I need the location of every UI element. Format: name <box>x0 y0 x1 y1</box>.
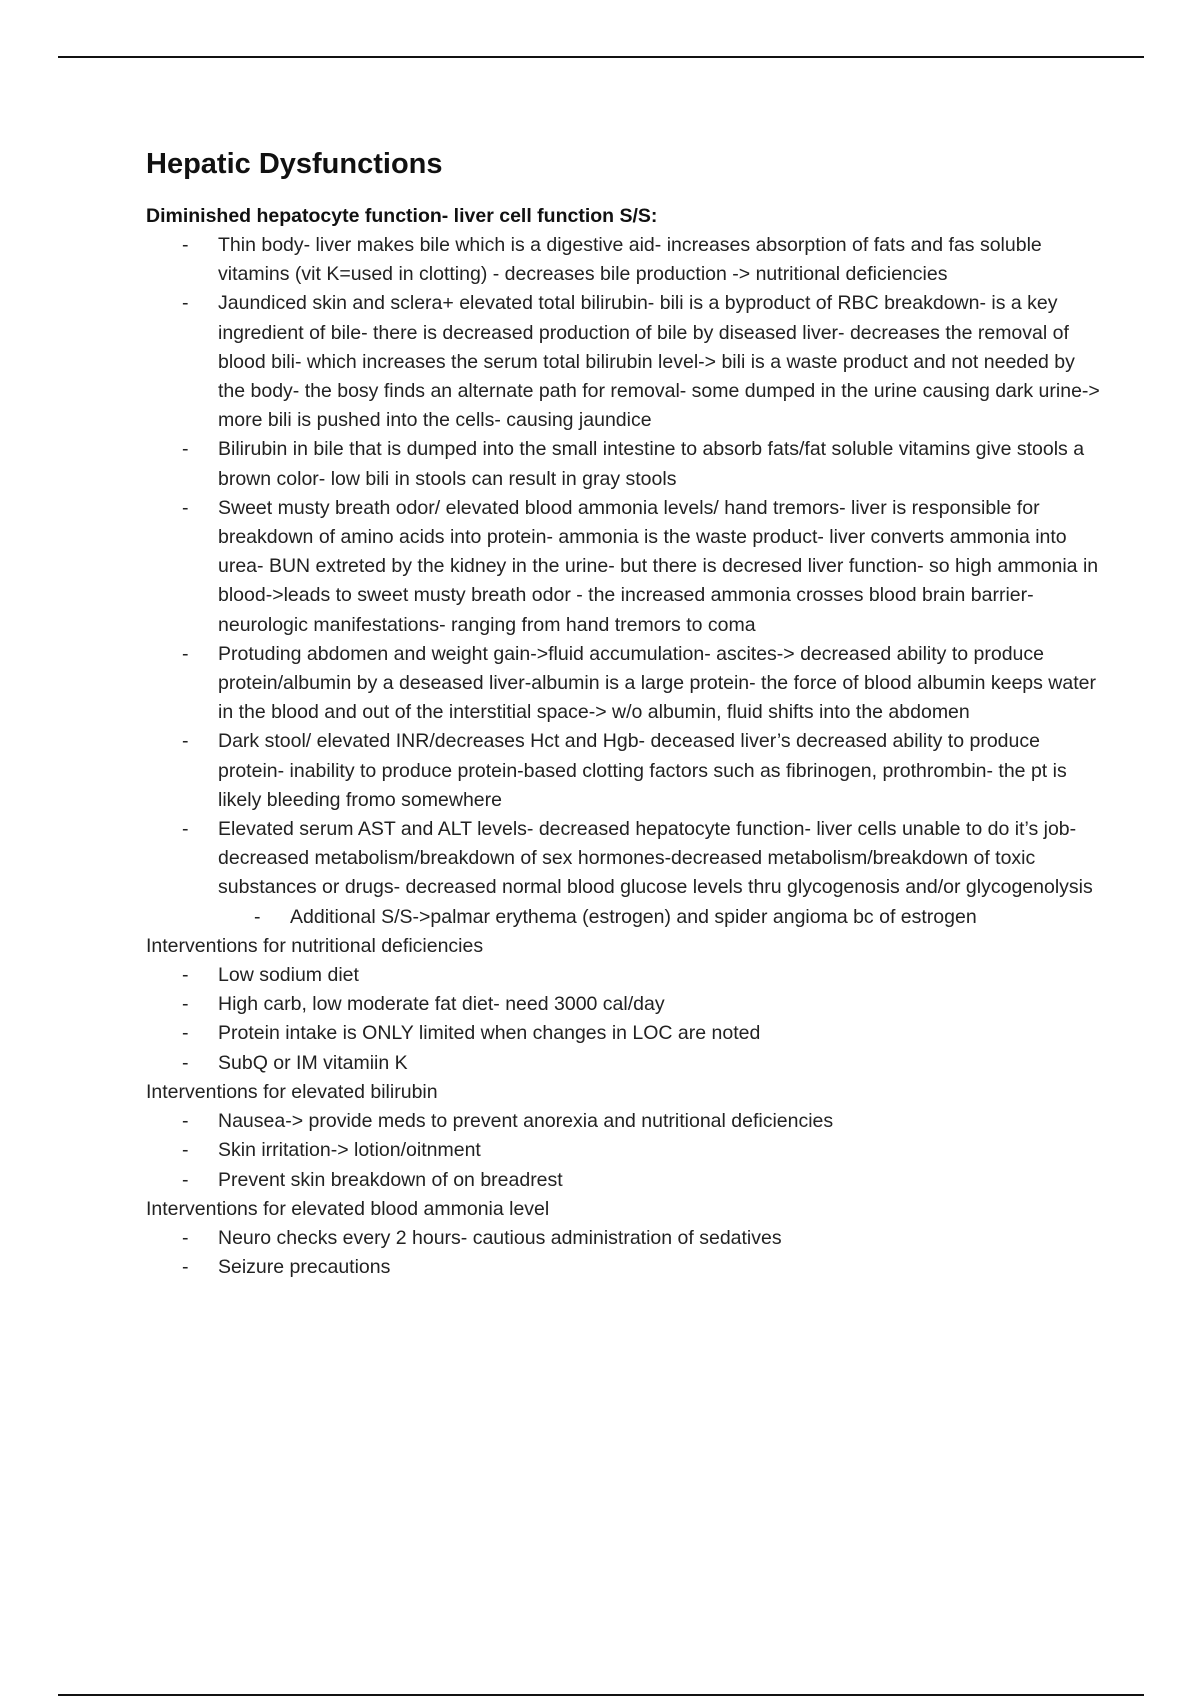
intervention-list-nutritional <box>146 961 1106 1078</box>
list-item: - Skin irritation-> lotion/oitnment <box>146 1136 1106 1165</box>
document-body <box>146 140 1106 1282</box>
list-item: - Thin body- liver makes bile which is a digestive aid- increases absorption of fats and fas soluble vitamins (vit K=used in clotting) - decreases bile production -> nutritional deficiencies <box>146 231 1106 289</box>
list-item: - Elevated serum AST and ALT levels- decreased hepatocyte function- liver cells unable to do it’s job- decreased metabolism/breakdown of sex hormones-decreased metabolism/breakdown of toxic substances or drugs- decreased normal blood glucose levels thru glycogenosis and/or glycogenolysis <box>146 815 1106 903</box>
list-item: - Prevent skin breakdown of on breadrest <box>146 1166 1106 1195</box>
list-item: - Seizure precautions <box>146 1253 1106 1282</box>
list-item: - Nausea-> provide meds to prevent anorexia and nutritional deficiencies <box>146 1107 1106 1136</box>
list-item: - Neuro checks every 2 hours- cautious administration of sedatives <box>146 1224 1106 1253</box>
list-item: - High carb, low moderate fat diet- need 3000 cal/day <box>146 990 1106 1019</box>
list-item: - Protein intake is ONLY limited when changes in LOC are noted <box>146 1019 1106 1048</box>
intervention-list-bilirubin <box>146 1107 1106 1195</box>
list-item: - Jaundiced skin and sclera+ elevated total bilirubin- bili is a byproduct of RBC breakdown- is a key ingredient of bile- there is decreased production of bile by diseased liver- decreases the removal of blood bili- which increases the serum total bilirubin level-> bili is a waste product and not needed by the body- the bosy finds an alternate path for removal- some dumped in the urine causing dark urine-> more bili is pushed into the cells- causing jaundice <box>146 289 1106 435</box>
list-item: - SubQ or IM vitamiin K <box>146 1049 1106 1078</box>
list-item: - Bilirubin in bile that is dumped into the small intestine to absorb fats/fat soluble vitamins give stools a brown color- low bili in stools can result in gray stools <box>146 435 1106 493</box>
footer-rule <box>58 1694 1144 1696</box>
list-item: - Sweet musty breath odor/ elevated blood ammonia levels/ hand tremors- liver is responsible for breakdown of amino acids into protein- ammonia is the waste product- liver converts ammonia into urea- BUN extreted by the kidney in the urine- but there is decresed liver function- so high ammonia in blood->leads to sweet musty breath odor - the increased ammonia crosses blood brain barrier- neurologic manifestations- ranging from hand tremors to coma <box>146 494 1106 640</box>
section-label-ammonia: Interventions for elevated blood ammonia level <box>146 1197 550 1220</box>
nested-list <box>146 903 1106 932</box>
section-label-nutritional: Interventions for nutritional deficiencies <box>146 934 484 957</box>
list-item: - Low sodium diet <box>146 961 1106 990</box>
list-item-additional: - Additional S/S->palmar erythema (estrogen) and spider angioma bc of estrogen <box>146 903 1106 932</box>
section-label-bilirubin: Interventions for elevated bilirubin <box>146 1080 438 1103</box>
symptom-list <box>146 231 1106 903</box>
list-item: - Protuding abdomen and weight gain->fluid accumulation- ascites-> decreased ability to produce protein/albumin by a deseased liver-albumin is a large protein- the force of blood albumin keeps water in the blood and out of the interstitial space-> w/o albumin, fluid shifts into the abdomen <box>146 640 1106 728</box>
page-title: Hepatic Dysfunctions <box>146 148 443 180</box>
section-subheading: Diminished hepatocyte function- liver cell function S/S: <box>146 205 658 227</box>
intervention-list-ammonia <box>146 1224 1106 1282</box>
header-rule <box>58 56 1144 58</box>
list-item: - Dark stool/ elevated INR/decreases Hct and Hgb- deceased liver’s decreased ability to produce protein- inability to produce protein-based clotting factors such as fibrinogen, prothrombin- the pt is likely bleeding fromo somewhere <box>146 727 1106 815</box>
